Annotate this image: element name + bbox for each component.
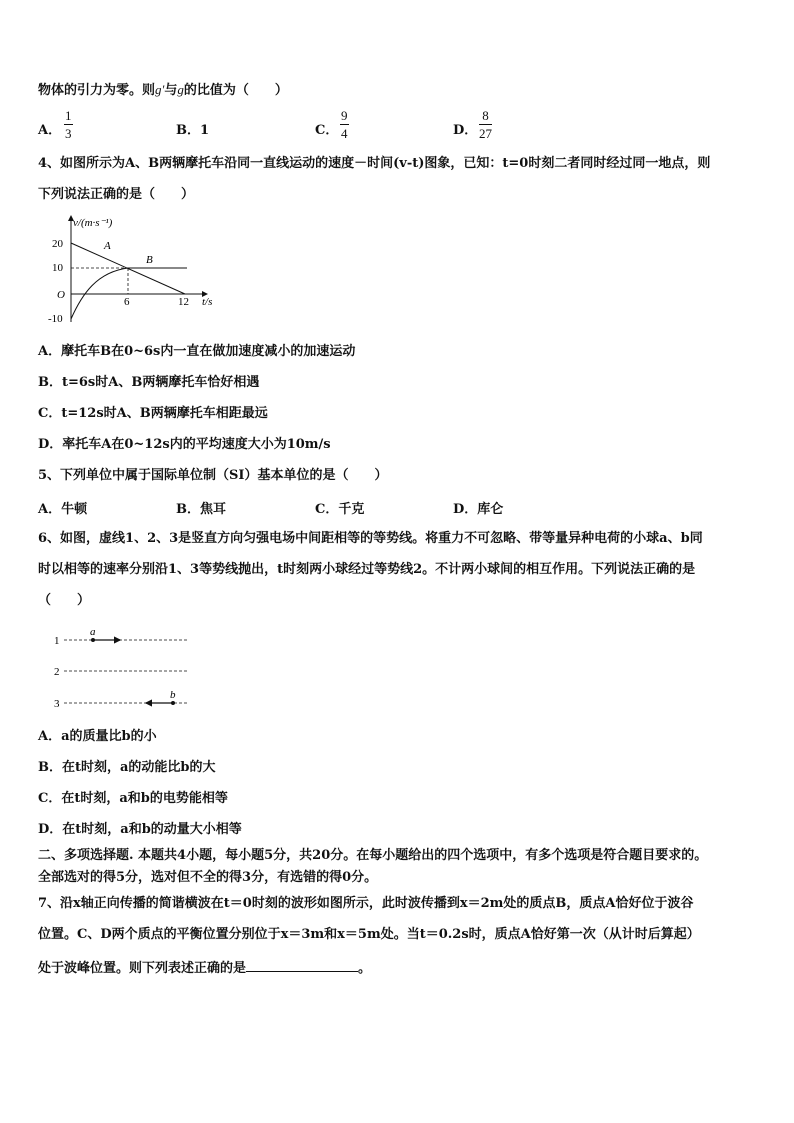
q3-option-b: B．1	[176, 123, 210, 138]
graph-label-b: B	[146, 254, 153, 266]
q6-equipotential-diagram	[52, 625, 212, 710]
graph-ytick-20: 20	[52, 238, 63, 250]
q5-stem: 5、下列单位中属于国际单位制（SI）基本单位的是（ ）	[38, 468, 388, 483]
line-label-3: 3	[54, 698, 60, 710]
ball-a-label: a	[90, 626, 96, 638]
q5-option-d: D．库仑	[453, 502, 504, 517]
q7-stem-line2: 位置。C、D两个质点的平衡位置分别位于x＝3m和x＝5m处。当t＝0.2s时，质点A恰好第一次（从计时后算起）	[38, 927, 700, 942]
q3-option-c-fraction: $\frac{9}{4}$	[341, 108, 348, 141]
graph-x-label: t/s	[202, 296, 213, 308]
q6-option-a: A．a的质量比b的小	[38, 729, 157, 744]
q4-option-d: D．率托车A在0~12s内的平均速度大小为10m/s	[38, 437, 331, 452]
q6-option-c: C．在t时刻，a和b的电势能相等	[38, 791, 228, 806]
q6-stem-line2: 时以相等的速率分别沿1、3等势线抛出，t时刻两小球经过等势线2。不计两小球间的相互作用。下列说法正确的是	[38, 562, 696, 577]
graph-y-label: v/(m·s⁻¹)	[73, 217, 113, 229]
section2-line2: 全部选对的得5分，选对但不全的得3分，有选错的得0分。	[38, 870, 378, 885]
q6-stem-line3: （ ）	[38, 593, 91, 608]
q3-option-c-label: C．	[315, 123, 339, 138]
graph-xtick-12: 12	[178, 296, 189, 308]
graph-ytick-neg10: -10	[48, 313, 63, 325]
q6-option-b: B．在t时刻，a的动能比b的大	[38, 760, 216, 775]
q3-option-a-fraction: $\frac{1}{3}$	[65, 108, 72, 141]
q6-stem-line1: 6、如图，虚线1、2、3是竖直方向匀强电场中间距相等的等势线。将重力不可忽略、带等量异种电荷的小球a、b同	[38, 531, 703, 546]
answer-blank	[246, 958, 358, 972]
q3-option-d-label: D．	[453, 123, 478, 138]
section2-line1: 二、多项选择题. 本题共4小题，每小题5分，共20分。在每小题给出的四个选项中，有多个选项是符合题目要求的。	[38, 848, 708, 863]
q4-stem-line2: 下列说法正确的是（ ）	[38, 187, 195, 202]
q3-option-a-label: A．	[38, 123, 62, 138]
ball-b-label: b	[170, 689, 176, 701]
q5-option-a: A．牛顿	[38, 502, 88, 517]
q5-option-b: B．焦耳	[176, 502, 226, 517]
q7-stem-line1: 7、沿x轴正向传播的简谐横波在t＝0时刻的波形如图所示，此时波传播到x＝2m处的质点B，质点A恰好位于波谷	[38, 896, 694, 911]
q4-option-c: C．t=12s时A、B两辆摩托车相距最远	[38, 406, 268, 421]
graph-origin: O	[57, 289, 65, 301]
graph-label-a: A	[104, 240, 111, 252]
q7-stem-line3: 处于波峰位置。则下列表述正确的是 。	[38, 958, 371, 978]
line-label-2: 2	[54, 666, 60, 678]
q5-option-c: C．千克	[315, 502, 365, 517]
q4-stem-line1: 4、如图所示为A、B两辆摩托车沿同一直线运动的速度－时间(v-t)图象，已知：t=0时刻二者同时经过同一地点，则	[38, 156, 711, 171]
q3-option-d-fraction: $\frac{8}{27}$	[479, 108, 492, 141]
graph-ytick-10: 10	[52, 262, 63, 274]
graph-xtick-6: 6	[124, 296, 130, 308]
q6-option-d: D．在t时刻，a和b的动量大小相等	[38, 822, 242, 837]
q4-option-b: B．t=6s时A、B两辆摩托车恰好相遇	[38, 375, 260, 390]
q4-vt-graph	[42, 214, 242, 326]
line-label-1: 1	[54, 635, 60, 647]
q3-stem-tail: 物体的引力为零。则g′与g的比值为（ ）	[38, 82, 288, 98]
q4-option-a: A．摩托车B在0~6s内一直在做加速度减小的加速运动	[38, 344, 356, 359]
